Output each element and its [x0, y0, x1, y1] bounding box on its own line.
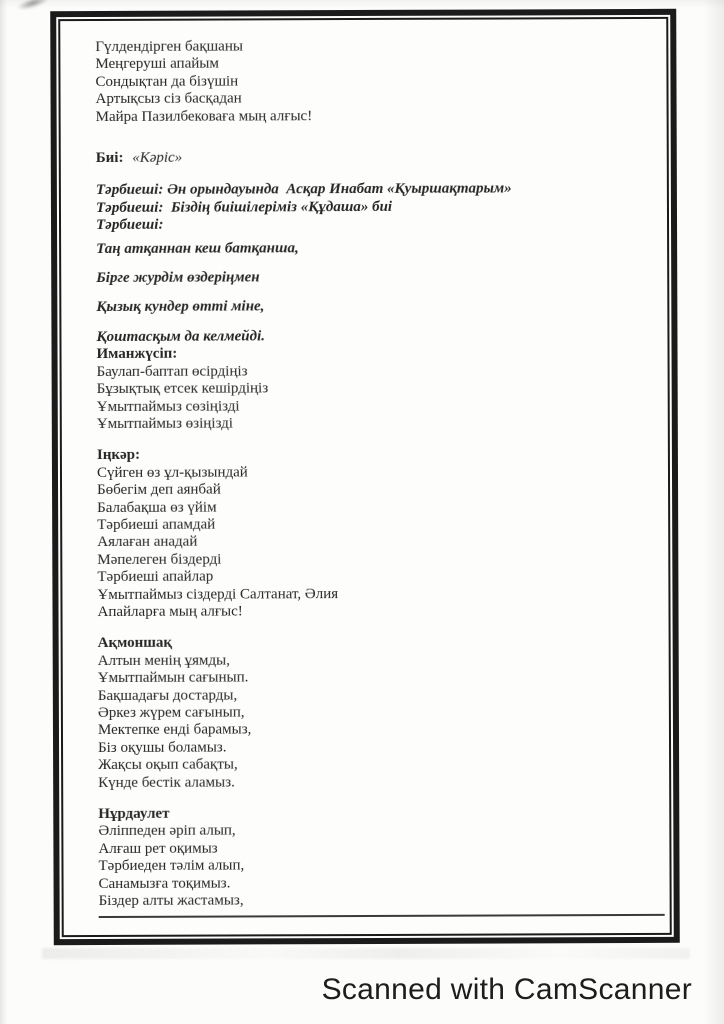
poem-line: Жақсы оқып сабақты,	[98, 756, 238, 774]
poem-line: Біздер алты жастамыз,	[98, 892, 244, 910]
stanza-heading: Іңкәр:	[96, 447, 141, 464]
poem-line: Мәпелеген біздерді	[97, 551, 222, 568]
poem-line: Тәрбиеден тәлім алып,	[98, 857, 245, 875]
dance-line	[96, 148, 655, 168]
poem-line: Алтын менің ұямды,	[97, 652, 230, 669]
poem-line: Ұмытпаймыз сіздерді Салтанат, Әлия	[97, 585, 339, 603]
poem-line: Әліппеден әріп алып,	[98, 822, 236, 840]
teacher-line: Тәрбиеші:	[96, 217, 164, 234]
dance-title: «Кәріс»	[132, 149, 183, 166]
poem-line: Күнде бестік аламыз.	[98, 774, 235, 791]
poem-line: Ұмытпаймыз өзіңізді	[96, 415, 233, 432]
poem-line: Меңгеруші апайым	[95, 55, 219, 73]
scan-smudge-artifact	[15, 0, 50, 13]
stanza-heading: Нұрдаулет	[98, 805, 170, 823]
poem-line: Балабақша өз үйім	[97, 499, 217, 516]
song-line: Бірге журдім өздеріңмен	[96, 269, 260, 287]
teacher-line: Тәрбиеші: Біздің биішілеріміз «Құдаша» биі	[95, 198, 393, 216]
scan-shadow-strip	[42, 948, 690, 959]
stanza-akmonshak	[98, 633, 658, 792]
song-line: Қызық кундер өтті міне,	[96, 298, 265, 316]
song-line: Таң атқаннан кеш батқанша,	[96, 239, 299, 257]
page-inner-border	[58, 17, 672, 937]
poem-line: Тәрбиеші апайлар	[97, 568, 214, 586]
poem-line: Аялаған анадай	[97, 533, 198, 551]
poem-line: Ұмытпаймыз сөзіңізді	[96, 397, 240, 415]
stanza-inkar	[97, 445, 657, 621]
poem-line: Майра Пазилбековаға мың алғыс!	[95, 107, 313, 125]
poem-line: Сүйген өз ұл-қызындай	[96, 464, 248, 481]
stanza-lines	[98, 651, 658, 792]
stanza-lines	[97, 362, 656, 434]
teacher-line: Тәрбиеші: Ән орындауында Асқар Инабат «Қуыршақтарым»	[95, 180, 512, 199]
camscanner-watermark: Scanned with CamScanner	[321, 973, 692, 1006]
song-lines	[96, 239, 655, 347]
bottom-rule	[99, 914, 665, 918]
stanza-imanzhusip	[96, 344, 655, 433]
stanza-heading: Иманжүсіп:	[96, 346, 178, 363]
poem-line: Біз оқушы боламыз.	[98, 739, 227, 756]
page-border-frame	[50, 9, 680, 945]
song-line: Қоштасқым да келмейді.	[96, 328, 265, 345]
poem-line: Баулап-баптап өсірдіңіз	[96, 363, 248, 380]
stanza-lines	[97, 463, 657, 622]
poem-line: Апайларға мың алғыс!	[97, 603, 243, 620]
stanza-nurdaulet	[98, 804, 657, 911]
poem-line: Бөбегім деп аянбай	[97, 481, 221, 499]
poem-line: Артықсыз сіз басқадан	[95, 90, 242, 108]
poem-line: Сондықтан да бізүшін	[95, 73, 239, 90]
poem-line: Тәрбиеші апамдай	[97, 516, 216, 533]
stanza-heading: Ақмоншақ	[97, 635, 173, 652]
poem-line: Ұмытпаймын сағынып.	[97, 669, 249, 687]
poem-line: Гүлдендірген бақшаны	[95, 38, 243, 56]
poem-line: Әркез жүрем сағынып,	[97, 704, 245, 722]
poem-line: Бұзықтық етсек кешірдіңіз	[96, 380, 269, 398]
poem-line: Мектепке енді барамыз,	[97, 721, 252, 739]
opening-stanza	[95, 37, 654, 126]
teacher-lines	[96, 180, 655, 234]
poem-line: Бақшадағы достарды,	[97, 687, 238, 704]
stanza-lines	[98, 821, 657, 910]
document-content	[62, 21, 667, 933]
poem-line: Алғаш рет оқимыз	[98, 840, 218, 857]
poem-line: Санамызға тоқимыз.	[98, 875, 231, 892]
dance-label: Биі:	[95, 149, 124, 167]
